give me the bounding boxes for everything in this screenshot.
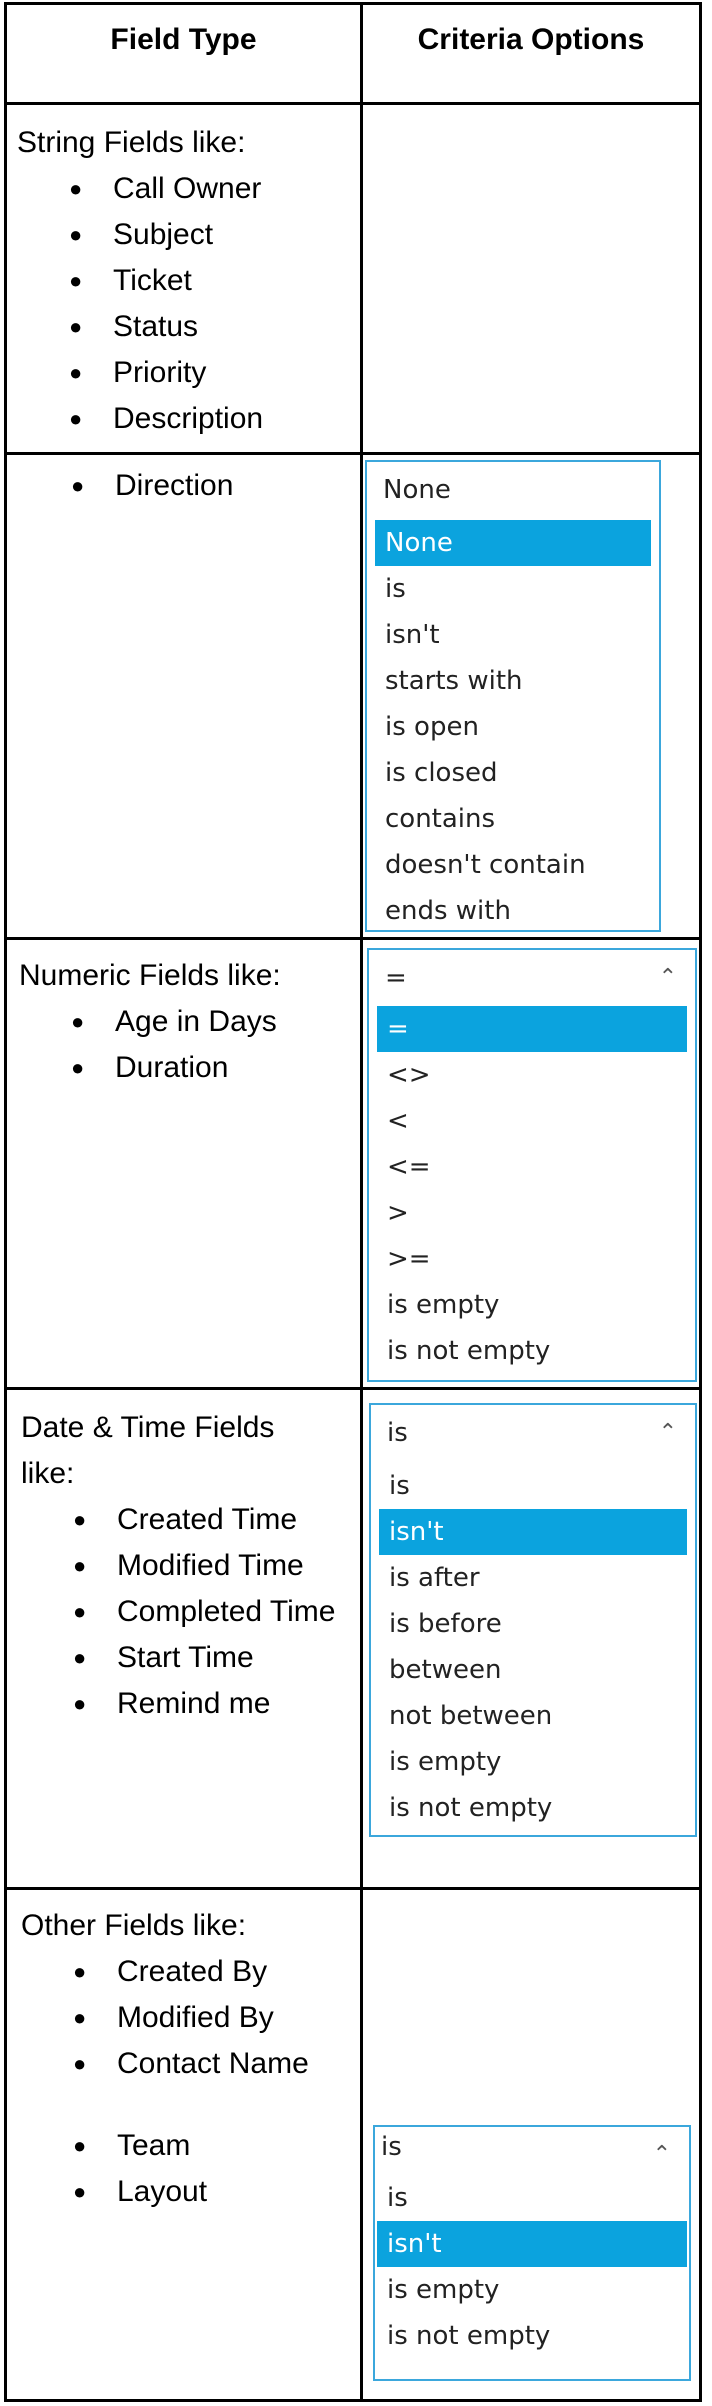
list-item: ● Duration [19, 1045, 281, 1091]
dropdown-option[interactable]: is empty [387, 1290, 500, 1320]
list-item: ● Created Time [21, 1497, 335, 1543]
dropdown-option-selected[interactable]: isn't [377, 2221, 687, 2267]
field-type-cell [21, 1903, 309, 2215]
field-type-cell [21, 1405, 335, 1727]
criteria-dropdown[interactable] [369, 1403, 697, 1837]
dropdown-option[interactable]: between [389, 1655, 502, 1685]
dropdown-option-selected[interactable]: None [375, 520, 651, 566]
field-type-cell [19, 953, 281, 1091]
dropdown-option[interactable]: is not empty [387, 2321, 551, 2351]
list-item: ● Start Time [21, 1635, 335, 1681]
field-group-label: like: [21, 1457, 75, 1490]
row-divider [7, 102, 699, 105]
list-item: ● Priority [17, 350, 263, 396]
list-item: ● Modified Time [21, 1543, 335, 1589]
criteria-table [4, 2, 702, 2402]
dropdown-option[interactable]: ends with [385, 896, 511, 926]
dropdown-option[interactable]: contains [385, 804, 496, 834]
column-divider [360, 5, 363, 2399]
dropdown-option[interactable]: is [385, 574, 406, 604]
dropdown-option[interactable]: is open [385, 712, 479, 742]
dropdown-option[interactable]: is before [389, 1609, 502, 1639]
field-type-cell [19, 463, 233, 509]
dropdown-options [377, 2175, 687, 2359]
list-item: ● Status [17, 304, 263, 350]
row-divider [7, 937, 699, 940]
dropdown-option[interactable]: < [387, 1106, 409, 1136]
dropdown-option[interactable]: isn't [385, 620, 440, 650]
list-item: ● Description [17, 396, 263, 442]
criteria-dropdown[interactable] [367, 948, 697, 1382]
dropdown-options [377, 1006, 687, 1374]
dropdown-options [375, 520, 651, 934]
dropdown-current-value[interactable]: is [381, 2132, 402, 2162]
criteria-dropdown[interactable] [373, 2125, 691, 2381]
list-item: ● Subject [17, 212, 263, 258]
header-field-type: Field Type [110, 23, 257, 56]
chevron-up-icon[interactable]: ⌃ [652, 2142, 671, 2167]
dropdown-option[interactable]: is [389, 1471, 410, 1501]
dropdown-option[interactable]: is empty [387, 2275, 500, 2305]
row-divider [7, 452, 699, 455]
dropdown-option[interactable]: <> [387, 1060, 431, 1090]
list-item: ● Age in Days [19, 999, 281, 1045]
criteria-dropdown[interactable] [365, 460, 661, 932]
list-item: ● Layout [21, 2169, 309, 2215]
dropdown-option[interactable]: is not empty [389, 1793, 553, 1823]
dropdown-current-value[interactable]: is [387, 1418, 408, 1448]
dropdown-option[interactable]: is [387, 2183, 408, 2213]
dropdown-option[interactable]: doesn't contain [385, 850, 586, 880]
field-group-label: String Fields like: [17, 126, 246, 159]
dropdown-option[interactable]: not between [389, 1701, 553, 1731]
field-type-cell [17, 120, 263, 442]
list-item: ● Remind me [21, 1681, 335, 1727]
chevron-up-icon[interactable]: ⌃ [658, 1420, 677, 1445]
dropdown-option[interactable]: <= [387, 1152, 431, 1182]
list-item: ● Team [21, 2123, 309, 2169]
dropdown-option[interactable]: is empty [389, 1747, 502, 1777]
dropdown-options [379, 1463, 687, 1831]
list-item: ● Call Owner [17, 166, 263, 212]
list-item: ● Completed Time [21, 1589, 335, 1635]
list-item: ● Modified By [21, 1995, 309, 2041]
list-item: ● Ticket [17, 258, 263, 304]
list-item: ● Direction [19, 463, 233, 509]
dropdown-option[interactable]: > [387, 1198, 409, 1228]
dropdown-current-value[interactable]: None [383, 475, 451, 505]
row-divider [7, 1887, 699, 1890]
dropdown-option[interactable]: is not empty [387, 1336, 551, 1366]
header-criteria-options: Criteria Options [417, 23, 645, 56]
dropdown-option[interactable]: >= [387, 1244, 431, 1274]
dropdown-current-value[interactable]: = [385, 963, 407, 993]
field-group-label: Other Fields like: [21, 1909, 247, 1942]
dropdown-option-selected[interactable]: isn't [379, 1509, 687, 1555]
list-item: ● Created By [21, 1949, 309, 1995]
dropdown-option-selected[interactable]: = [377, 1006, 687, 1052]
field-group-label: Numeric Fields like: [19, 959, 281, 992]
dropdown-option[interactable]: starts with [385, 666, 523, 696]
row-divider [7, 1387, 699, 1390]
list-item: ● Contact Name [21, 2041, 309, 2087]
field-group-label: Date & Time Fields [21, 1411, 275, 1444]
dropdown-option[interactable]: is closed [385, 758, 498, 788]
chevron-up-icon[interactable]: ⌃ [658, 965, 677, 990]
dropdown-option[interactable]: is after [389, 1563, 480, 1593]
